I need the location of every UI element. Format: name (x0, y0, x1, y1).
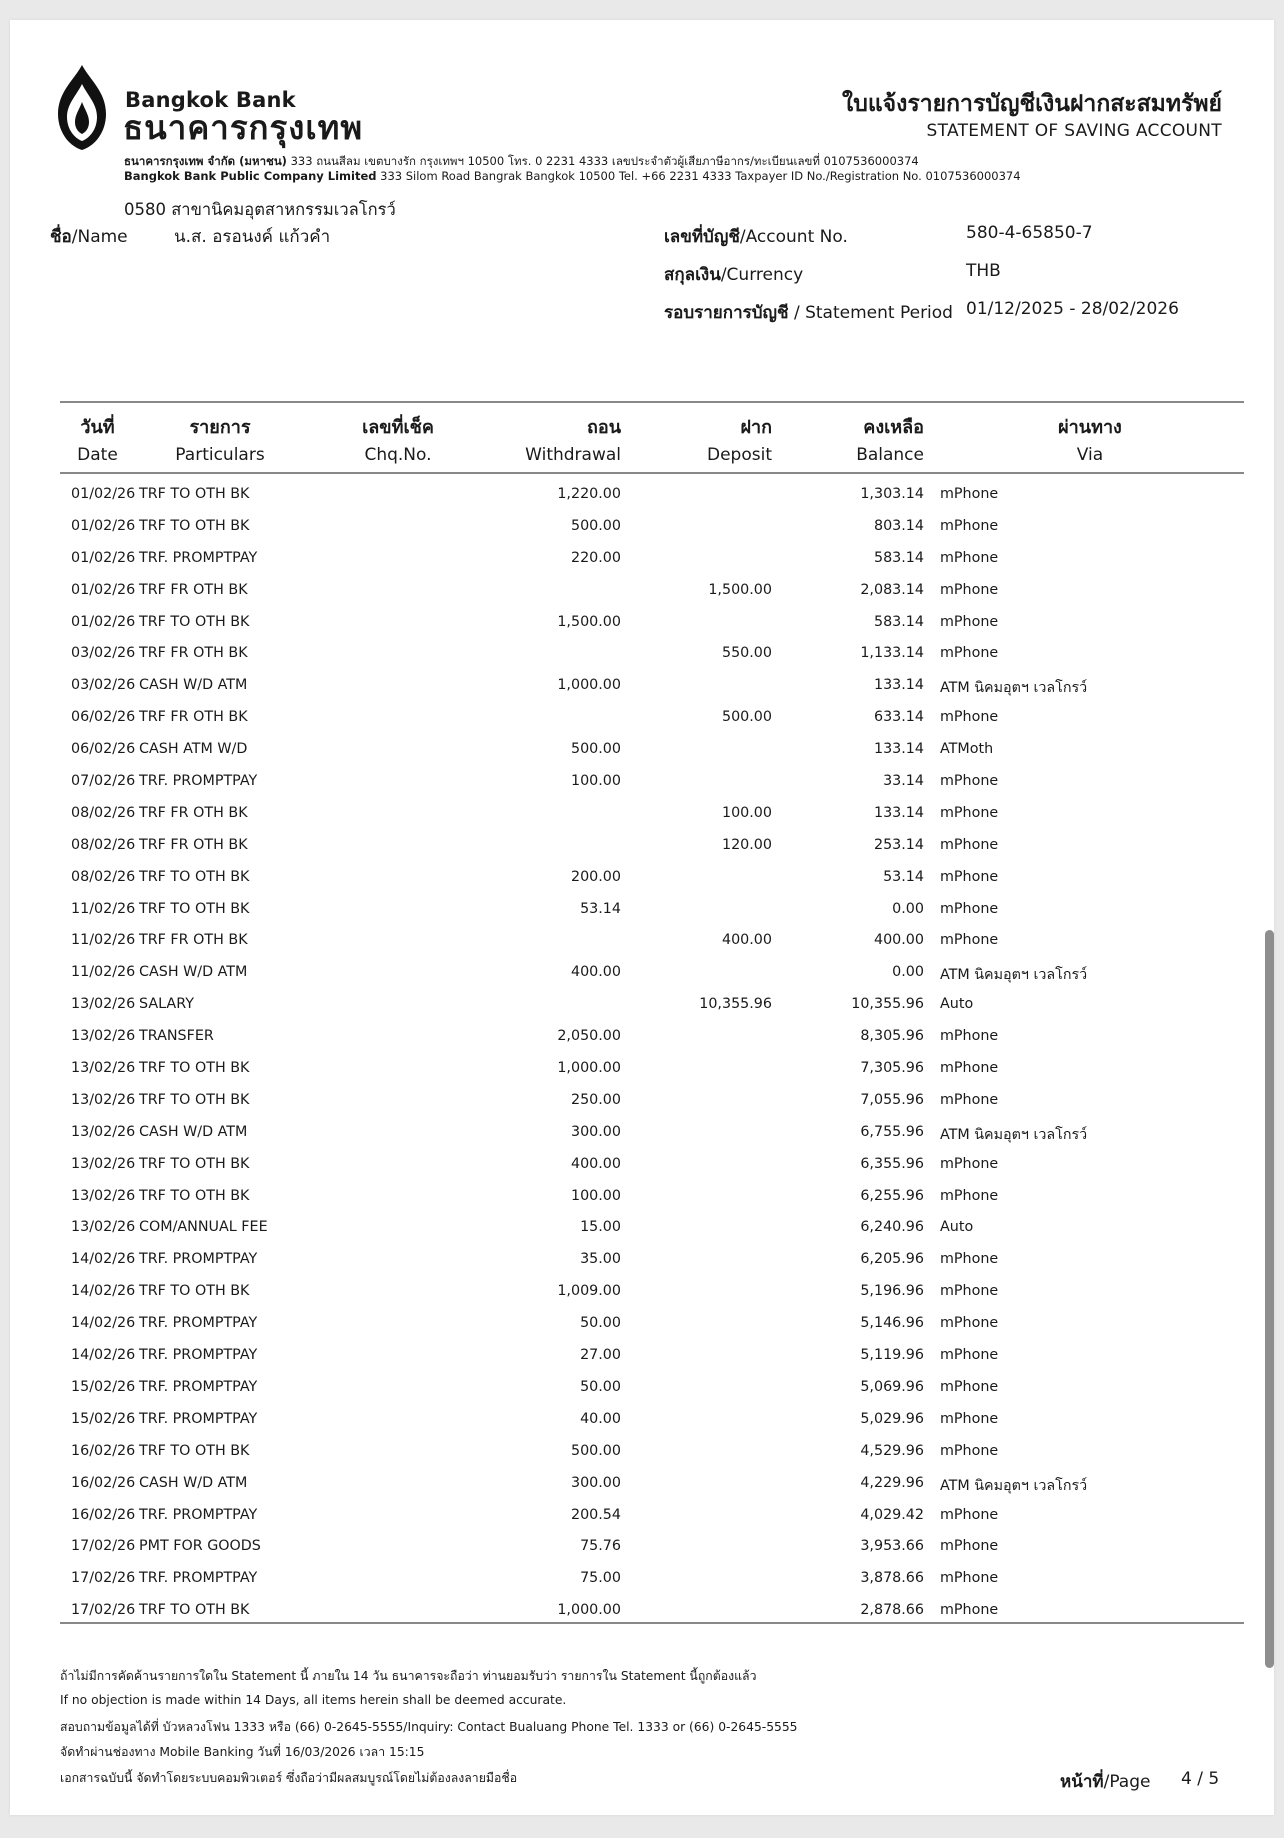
header-date-en: Date (77, 445, 118, 465)
table-row (60, 1311, 1244, 1343)
cell-withdrawal: 100.00 (570, 1187, 621, 1204)
cell-deposit: 10,355.96 (699, 996, 772, 1013)
cell-via: Auto (940, 996, 974, 1013)
header-deposit-th: ฝาก (740, 417, 772, 438)
cell-date: 03/02/26 (71, 645, 136, 662)
cell-via: mPhone (940, 1091, 999, 1108)
table-row (60, 1215, 1244, 1247)
cell-via: mPhone (940, 1506, 999, 1523)
header-deposit-en: Deposit (707, 445, 772, 465)
cell-date: 06/02/26 (71, 709, 136, 726)
header-date-th: วันที่ (80, 417, 115, 438)
cell-withdrawal: 35.00 (580, 1251, 621, 1268)
cell-balance: 2,083.14 (860, 581, 924, 598)
cell-deposit: 400.00 (721, 932, 772, 949)
cell-date: 15/02/26 (71, 1410, 136, 1427)
cell-particulars: TRF FR OTH BK (139, 581, 248, 598)
cell-particulars: TRF TO OTH BK (139, 1187, 250, 1204)
statement-period: 01/12/2025 - 28/02/2026 (966, 299, 1179, 319)
cell-balance: 5,196.96 (860, 1283, 924, 1300)
name-label-th: ชื่อ (50, 227, 72, 247)
cell-balance: 3,953.66 (860, 1538, 924, 1555)
header-chq-en: Chq.No. (364, 445, 432, 465)
cell-date: 14/02/26 (71, 1251, 136, 1268)
table-row (60, 992, 1244, 1024)
bangkok-bank-logo-icon (52, 62, 112, 152)
cell-date: 01/02/26 (71, 613, 136, 630)
cell-balance: 0.00 (892, 964, 924, 981)
cell-via: mPhone (940, 1187, 999, 1204)
cell-date: 16/02/26 (71, 1474, 136, 1491)
cell-balance: 4,029.42 (860, 1506, 924, 1523)
table-row (60, 1247, 1244, 1279)
table-row (60, 928, 1244, 960)
footer-note-objection-th: ถ้าไม่มีการคัดค้านรายการใดใน Statement นี้ ภายใน 14 วัน ธนาคารจะถือว่า ท่านยอมรับว่า รายการใน Statement นี้ถูกต้องแล้ว (60, 1669, 757, 1683)
cell-via: mPhone (940, 804, 999, 821)
cell-balance: 133.14 (873, 677, 924, 694)
currency-label (664, 261, 803, 288)
header-particulars-en: Particulars (175, 445, 265, 465)
header-balance-en: Balance (856, 445, 924, 465)
table-row (60, 833, 1244, 865)
cell-via: mPhone (940, 868, 999, 885)
cell-date: 01/02/26 (71, 486, 136, 502)
cell-particulars: TRF. PROMPTPAY (139, 773, 258, 790)
cell-date: 16/02/26 (71, 1506, 136, 1523)
cell-particulars: TRF. PROMPTPAY (139, 1570, 258, 1587)
cell-via: mPhone (940, 1378, 999, 1395)
page-label (1060, 1768, 1150, 1795)
cell-date: 17/02/26 (71, 1570, 136, 1587)
header-chq-th: เลขที่เช็ค (362, 417, 434, 438)
bank-name-en: Bangkok Bank (125, 88, 296, 112)
name-label (50, 223, 128, 250)
cell-date: 03/02/26 (71, 677, 136, 694)
cell-particulars: TRF TO OTH BK (139, 900, 250, 917)
cell-balance: 1,133.14 (860, 645, 924, 662)
table-row (60, 1152, 1244, 1184)
cell-balance: 2,878.66 (860, 1602, 924, 1619)
cell-deposit: 550.00 (721, 645, 772, 662)
cell-date: 11/02/26 (71, 900, 136, 917)
cell-date: 08/02/26 (71, 836, 136, 853)
cell-via: mPhone (940, 517, 999, 534)
cell-balance: 133.14 (873, 804, 924, 821)
cell-particulars: TRF FR OTH BK (139, 836, 248, 853)
cell-via: mPhone (940, 1570, 999, 1587)
cell-particulars: CASH W/D ATM (139, 964, 248, 981)
table-header-rule (60, 472, 1244, 474)
cell-via: ATM นิคมอุตฯ เวลโกรว์ (940, 680, 1088, 697)
table-row (60, 1566, 1244, 1598)
cell-via: mPhone (940, 1538, 999, 1555)
branch-name: 0580 สาขานิคมอุตสาหกรรมเวลโกรว์ (124, 200, 396, 219)
cell-balance: 8,305.96 (860, 1028, 924, 1045)
cell-via: mPhone (940, 1347, 999, 1364)
cell-via: mPhone (940, 1155, 999, 1172)
cell-date: 08/02/26 (71, 804, 136, 821)
cell-withdrawal: 500.00 (570, 1442, 621, 1459)
page-label-en: /Page (1103, 1772, 1151, 1792)
cell-particulars: CASH W/D ATM (139, 1474, 248, 1491)
cell-via: mPhone (940, 581, 999, 598)
cell-particulars: TRF. PROMPTPAY (139, 1251, 258, 1268)
address-th-text: 333 ถนนสีลม เขตบางรัก กรุงเทพฯ 10500 โทร. 0 2231 4333 เลขประจำตัวผู้เสียภาษีอากร/ทะเบียนเลขที่ 0107536000374 (290, 154, 919, 168)
cell-balance: 10,355.96 (851, 996, 924, 1013)
table-row (60, 897, 1244, 929)
address-en-text: 333 Silom Road Bangrak Bangkok 10500 Tel. +66 2231 4333 Taxpayer ID No./Registration No. 0107536000374 (380, 169, 1021, 183)
cell-particulars: TRF TO OTH BK (139, 486, 250, 502)
table-row (60, 1534, 1244, 1566)
currency-value: THB (966, 261, 1001, 281)
cell-deposit: 1,500.00 (708, 581, 772, 598)
table-row (60, 1439, 1244, 1471)
table-row (60, 737, 1244, 769)
cell-withdrawal: 200.54 (570, 1506, 621, 1523)
cell-date: 13/02/26 (71, 1123, 136, 1140)
footer-note-objection-en: If no objection is made within 14 Days, all items herein shall be deemed accurate. (60, 1693, 567, 1707)
cell-withdrawal: 40.00 (580, 1410, 621, 1427)
cell-balance: 53.14 (883, 868, 924, 885)
cell-deposit: 100.00 (721, 804, 772, 821)
cell-date: 11/02/26 (71, 932, 136, 949)
cell-date: 06/02/26 (71, 741, 136, 758)
account-no-label (664, 223, 848, 250)
cell-balance: 803.14 (873, 517, 924, 534)
account-no-label-th: เลขที่บัญชี (664, 227, 740, 247)
currency-label-en: /Currency (720, 265, 804, 285)
cell-date: 13/02/26 (71, 1091, 136, 1108)
cell-particulars: TRF. PROMPTPAY (139, 549, 258, 566)
cell-via: mPhone (940, 613, 999, 630)
statement-period-label (664, 299, 953, 326)
cell-withdrawal: 27.00 (580, 1347, 621, 1364)
cell-via: mPhone (940, 1602, 999, 1619)
account-no-label-en: /Account No. (739, 227, 848, 247)
table-row (60, 1279, 1244, 1311)
header-particulars-th: รายการ (189, 417, 251, 438)
cell-via: ATMoth (940, 741, 994, 758)
cell-via: Auto (940, 1219, 974, 1236)
table-row (60, 1375, 1244, 1407)
cell-particulars: TRF TO OTH BK (139, 1060, 250, 1077)
cell-balance: 7,055.96 (860, 1091, 924, 1108)
account-number: 580-4-65850-7 (966, 223, 1093, 243)
scrollbar-thumb[interactable] (1265, 930, 1274, 1668)
name-label-en: /Name (71, 227, 128, 247)
cell-withdrawal: 200.00 (570, 868, 621, 885)
cell-particulars: TRF FR OTH BK (139, 645, 248, 662)
cell-via: ATM นิคมอุตฯ เวลโกรว์ (940, 967, 1088, 984)
cell-date: 13/02/26 (71, 996, 136, 1013)
cell-withdrawal: 500.00 (570, 517, 621, 534)
table-row (60, 960, 1244, 992)
table-row (60, 546, 1244, 578)
cell-balance: 583.14 (873, 549, 924, 566)
cell-particulars: TRF TO OTH BK (139, 1091, 250, 1108)
cell-withdrawal: 400.00 (570, 1155, 621, 1172)
cell-date: 16/02/26 (71, 1442, 136, 1459)
document-title-th: ใบแจ้งรายการบัญชีเงินฝากสะสมทรัพย์ (842, 91, 1222, 117)
cell-via: mPhone (940, 1251, 999, 1268)
cell-date: 08/02/26 (71, 868, 136, 885)
table-row (60, 482, 1244, 514)
cell-particulars: TRANSFER (139, 1028, 214, 1045)
cell-particulars: TRF. PROMPTPAY (139, 1315, 258, 1332)
cell-balance: 633.14 (873, 709, 924, 726)
cell-particulars: TRF TO OTH BK (139, 613, 250, 630)
cell-date: 17/02/26 (71, 1538, 136, 1555)
cell-balance: 4,229.96 (860, 1474, 924, 1491)
cell-withdrawal: 1,000.00 (557, 1060, 621, 1077)
cell-via: mPhone (940, 1028, 999, 1045)
cell-date: 14/02/26 (71, 1315, 136, 1332)
cell-particulars: TRF. PROMPTPAY (139, 1347, 258, 1364)
cell-withdrawal: 1,500.00 (557, 613, 621, 630)
period-label-en: / Statement Period (788, 303, 953, 323)
cell-via: ATM นิคมอุตฯ เวลโกรว์ (940, 1126, 1088, 1143)
table-row (60, 1184, 1244, 1216)
cell-date: 07/02/26 (71, 773, 136, 790)
cell-particulars: CASH W/D ATM (139, 677, 248, 694)
cell-withdrawal: 53.14 (580, 900, 621, 917)
cell-balance: 3,878.66 (860, 1570, 924, 1587)
cell-particulars: TRF TO OTH BK (139, 1283, 250, 1300)
cell-withdrawal: 500.00 (570, 741, 621, 758)
table-top-rule (60, 401, 1244, 403)
cell-date: 11/02/26 (71, 964, 136, 981)
account-holder-name: น.ส. อรอนงค์ แก้วคำ (174, 227, 331, 247)
cell-date: 01/02/26 (71, 517, 136, 534)
cell-particulars: PMT FOR GOODS (139, 1538, 261, 1555)
footer-note-generated: จัดทำผ่านช่องทาง Mobile Banking วันที่ 16/03/2026 เวลา 15:15 (60, 1745, 425, 1759)
cell-withdrawal: 300.00 (570, 1474, 621, 1491)
table-row (60, 1056, 1244, 1088)
header-withdrawal-en: Withdrawal (525, 445, 621, 465)
cell-withdrawal: 75.76 (580, 1538, 621, 1555)
cell-via: mPhone (940, 836, 999, 853)
cell-balance: 133.14 (873, 741, 924, 758)
cell-via: mPhone (940, 1442, 999, 1459)
cell-date: 14/02/26 (71, 1347, 136, 1364)
cell-date: 01/02/26 (71, 549, 136, 566)
cell-date: 01/02/26 (71, 581, 136, 598)
cell-deposit: 500.00 (721, 709, 772, 726)
transaction-table (60, 482, 1244, 1630)
cell-via: mPhone (940, 486, 999, 502)
cell-balance: 400.00 (873, 932, 924, 949)
cell-date: 15/02/26 (71, 1378, 136, 1395)
table-row (60, 610, 1244, 642)
company-name-th: ธนาคารกรุงเทพ จำกัด (มหาชน) (124, 154, 287, 168)
cell-balance: 5,069.96 (860, 1378, 924, 1395)
table-bottom-rule (60, 1622, 1244, 1624)
cell-balance: 7,305.96 (860, 1060, 924, 1077)
company-name-en: Bangkok Bank Public Company Limited (124, 169, 377, 183)
table-row (60, 801, 1244, 833)
table-row (60, 514, 1244, 546)
cell-withdrawal: 100.00 (570, 773, 621, 790)
cell-particulars: TRF TO OTH BK (139, 517, 250, 534)
header-withdrawal-th: ถอน (586, 417, 621, 438)
header-via-th: ผ่านทาง (1058, 417, 1122, 438)
cell-balance: 6,255.96 (860, 1187, 924, 1204)
table-row (60, 673, 1244, 705)
bank-name-th: ธนาคารกรุงเทพ (123, 108, 364, 147)
cell-via: mPhone (940, 932, 999, 949)
cell-withdrawal: 50.00 (580, 1315, 621, 1332)
cell-balance: 5,029.96 (860, 1410, 924, 1427)
cell-particulars: TRF TO OTH BK (139, 1442, 250, 1459)
cell-withdrawal: 1,000.00 (557, 1602, 621, 1619)
currency-label-th: สกุลเงิน (664, 265, 721, 285)
table-row (60, 865, 1244, 897)
cell-date: 13/02/26 (71, 1060, 136, 1077)
header-via-en: Via (1076, 445, 1104, 465)
cell-withdrawal: 2,050.00 (557, 1028, 621, 1045)
cell-balance: 6,205.96 (860, 1251, 924, 1268)
cell-particulars: TRF TO OTH BK (139, 1155, 250, 1172)
cell-withdrawal: 250.00 (570, 1091, 621, 1108)
cell-balance: 4,529.96 (860, 1442, 924, 1459)
cell-via: mPhone (940, 549, 999, 566)
footer-note-inquiry: สอบถามข้อมูลได้ที่ บัวหลวงโฟน 1333 หรือ (66) 0-2645-5555/Inquiry: Contact Bualuang Phone Tel. 1333 or (66) 0-2645-5555 (60, 1720, 798, 1734)
cell-via: mPhone (940, 1315, 999, 1332)
cell-via: ATM นิคมอุตฯ เวลโกรว์ (940, 1477, 1088, 1494)
cell-withdrawal: 220.00 (570, 549, 621, 566)
cell-particulars: TRF. PROMPTPAY (139, 1378, 258, 1395)
cell-particulars: TRF TO OTH BK (139, 868, 250, 885)
cell-via: mPhone (940, 1283, 999, 1300)
table-row (60, 1088, 1244, 1120)
cell-balance: 5,146.96 (860, 1315, 924, 1332)
cell-balance: 6,240.96 (860, 1219, 924, 1236)
cell-withdrawal: 300.00 (570, 1123, 621, 1140)
cell-balance: 1,303.14 (860, 486, 924, 502)
address-en (124, 169, 1021, 183)
cell-particulars: TRF FR OTH BK (139, 709, 248, 726)
cell-balance: 0.00 (892, 900, 924, 917)
cell-date: 13/02/26 (71, 1028, 136, 1045)
cell-withdrawal: 15.00 (580, 1219, 621, 1236)
cell-via: mPhone (940, 645, 999, 662)
table-row (60, 578, 1244, 610)
document-title-en: STATEMENT OF SAVING ACCOUNT (926, 121, 1222, 141)
cell-balance: 583.14 (873, 613, 924, 630)
cell-date: 13/02/26 (71, 1155, 136, 1172)
cell-date: 13/02/26 (71, 1219, 136, 1236)
cell-withdrawal: 1,220.00 (557, 486, 621, 502)
cell-withdrawal: 75.00 (580, 1570, 621, 1587)
cell-particulars: TRF. PROMPTPAY (139, 1410, 258, 1427)
cell-particulars: TRF FR OTH BK (139, 804, 248, 821)
cell-balance: 33.14 (883, 773, 924, 790)
cell-balance: 6,755.96 (860, 1123, 924, 1140)
table-row (60, 1343, 1244, 1375)
table-row (60, 641, 1244, 673)
page-label-th: หน้าที่ (1060, 1772, 1104, 1792)
cell-balance: 6,355.96 (860, 1155, 924, 1172)
cell-particulars: TRF. PROMPTPAY (139, 1506, 258, 1523)
cell-date: 13/02/26 (71, 1187, 136, 1204)
header-balance-th: คงเหลือ (863, 417, 924, 438)
table-row (60, 1120, 1244, 1152)
cell-date: 17/02/26 (71, 1602, 136, 1619)
cell-via: mPhone (940, 773, 999, 790)
cell-via: mPhone (940, 709, 999, 726)
cell-particulars: TRF TO OTH BK (139, 1602, 250, 1619)
cell-particulars: TRF FR OTH BK (139, 932, 248, 949)
cell-particulars: CASH ATM W/D (139, 741, 248, 758)
cell-withdrawal: 50.00 (580, 1378, 621, 1395)
table-row (60, 1503, 1244, 1535)
cell-date: 14/02/26 (71, 1283, 136, 1300)
page-number: 4 / 5 (1181, 1769, 1220, 1789)
period-label-th: รอบรายการบัญชี (664, 303, 789, 323)
table-row (60, 769, 1244, 801)
table-row (60, 1471, 1244, 1503)
table-row (60, 1024, 1244, 1056)
cell-balance: 253.14 (873, 836, 924, 853)
cell-deposit: 120.00 (721, 836, 772, 853)
statement-page (10, 20, 1274, 1815)
table-row (60, 1598, 1244, 1630)
table-row (60, 1407, 1244, 1439)
footer-note-computer: เอกสารฉบับนี้ จัดทำโดยระบบคอมพิวเตอร์ ซึ่งถือว่ามีผลสมบูรณ์โดยไม่ต้องลงลายมือชื่อ (60, 1771, 518, 1785)
cell-via: mPhone (940, 1410, 999, 1427)
table-row (60, 705, 1244, 737)
cell-via: mPhone (940, 1060, 999, 1077)
cell-balance: 5,119.96 (860, 1347, 924, 1364)
cell-particulars: COM/ANNUAL FEE (139, 1219, 268, 1236)
cell-via: mPhone (940, 900, 999, 917)
cell-withdrawal: 400.00 (570, 964, 621, 981)
cell-withdrawal: 1,009.00 (557, 1283, 621, 1300)
cell-particulars: CASH W/D ATM (139, 1123, 248, 1140)
cell-particulars: SALARY (139, 996, 194, 1013)
cell-withdrawal: 1,000.00 (557, 677, 621, 694)
